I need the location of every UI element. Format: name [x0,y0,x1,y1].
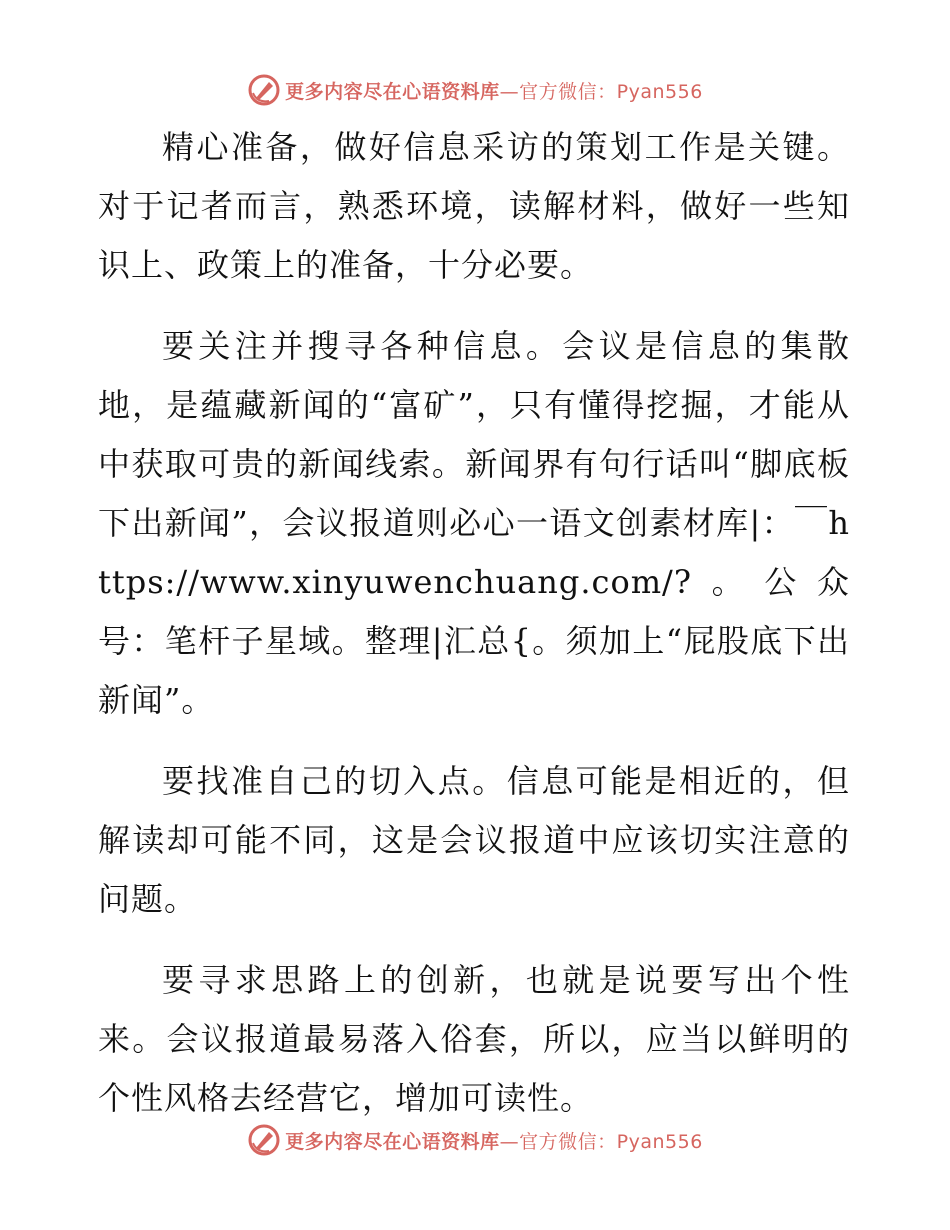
paragraph: 要找准自己的切入点。信息可能是相近的，但解读却可能不同，这是会议报道中应该切实注意的问题。 [98,762,850,918]
banner-wechat-text: —官方微信：Pyan556 [499,1130,703,1153]
banner-text [285,77,703,104]
header-banner [0,70,950,110]
paragraph: 要寻求思路上的创新，也就是说要写出个性来。会议报道最易落入俗套，所以，应当以鲜明的个性风格去经营它，增加可读性。 [98,961,850,1117]
document-body [98,118,850,1150]
banner-main-text: 更多内容尽在心语资料库 [285,1130,500,1153]
footer-banner [0,1120,950,1160]
paragraph: 精心准备，做好信息采访的策划工作是关键。对于记者而言，熟悉环境，读解材料，做好一些知识上、政策上的准备，十分必要。 [98,128,850,284]
banner-main-text: 更多内容尽在心语资料库 [285,80,500,103]
banner-wechat-text: —官方微信：Pyan556 [499,80,703,103]
pen-nib-swirl-icon [247,1123,281,1157]
pen-nib-swirl-icon [247,73,281,107]
banner-text [285,1127,703,1154]
paragraph: 要关注并搜寻各种信息。会议是信息的集散地，是蕴藏新闻的“富矿”，只有懂得挖掘，才能从中获取可贵的新闻线索。新闻界有句行话叫“脚底板下出新闻”，会议报道则必心一语文创素材库|：￣https://www.xinyuwenchuang.com/?。公众号：笔杆子星域。整理|汇总{。须加上“屁股底下出新闻”。 [98,327,850,719]
